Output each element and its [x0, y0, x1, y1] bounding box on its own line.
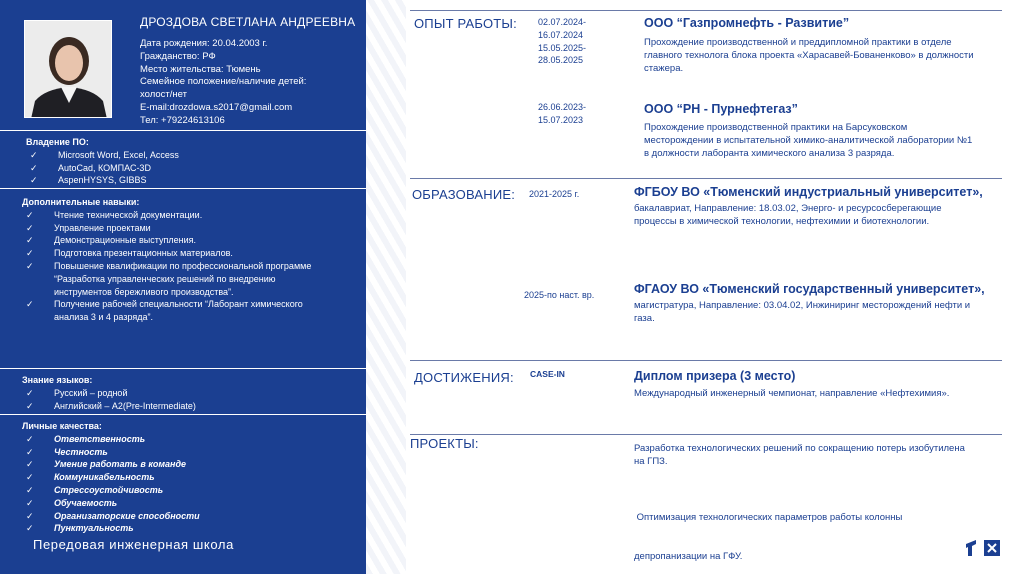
list-item-cont: “Разработка управленческих решений по внедрению — [54, 273, 276, 284]
residence: Место жительства: Тюмень — [140, 63, 261, 75]
achievements-label: ДОСТИЖЕНИЯ: — [414, 370, 514, 385]
check-icon: ✓ — [30, 162, 38, 173]
list-item: ✓ Честность — [26, 446, 108, 457]
qualities-section — [22, 420, 200, 535]
job-org: ООО “Газпромнефть - Развитие” — [644, 16, 850, 30]
person-name: ДРОЗДОВА СВЕТЛАНА АНДРЕЕВНА — [140, 15, 356, 29]
edu-dates: 2025-по наст. вр. — [524, 290, 595, 300]
check-icon: ✓ — [26, 459, 34, 470]
list-item: ✓ Стрессоустойчивость — [26, 484, 164, 495]
skills-title: Дополнительные навыки: — [22, 197, 140, 207]
check-icon: ✓ — [26, 484, 34, 495]
skills-section — [22, 196, 311, 324]
check-icon: ✓ — [26, 209, 34, 220]
achievement-title: Диплом призера (3 место) — [634, 369, 796, 383]
projects-label: ПРОЕКТЫ: — [410, 436, 479, 451]
check-icon: ✓ — [26, 510, 34, 521]
divider — [0, 368, 366, 369]
job-desc: Прохождение производственной и преддипломной практики в отделе главного технолога блока проекта «Харасавей-Бованенково» в должности стажера. — [644, 37, 974, 74]
list-item: ✓ Коммуникабельность — [26, 472, 155, 483]
list-item: ✓ Английский – A2(Pre-Intermediate) — [26, 400, 196, 411]
check-icon: ✓ — [26, 523, 34, 534]
check-icon: ✓ — [30, 175, 38, 186]
list-item: ✓ AutoCad, КОМПАС-3D — [30, 162, 151, 173]
birth-date: Дата рождения: 20.04.2003 г. — [140, 38, 268, 49]
education-label: ОБРАЗОВАНИЕ: — [412, 187, 516, 202]
profile-photo — [24, 20, 112, 118]
divider — [0, 414, 366, 415]
divider — [410, 10, 1002, 11]
list-item: ✓ Microsoft Word, Excel, Access — [30, 149, 179, 160]
list-item: ✓ Демонстрационные выступления. — [26, 235, 196, 246]
software-section — [26, 136, 179, 187]
check-icon: ✓ — [26, 433, 34, 444]
check-icon: ✓ — [26, 222, 34, 233]
qualities-title: Личные качества: — [22, 421, 102, 431]
citizenship: Гражданство: РФ — [140, 50, 216, 62]
list-item: ✓ Получение рабочей специальности “Лаборант химического — [26, 299, 303, 310]
left-panel — [0, 0, 366, 574]
check-icon: ✓ — [30, 149, 38, 160]
list-item: ✓ Обучаемость — [26, 497, 118, 508]
family-status: Семейное положение/наличие детей: — [140, 76, 307, 88]
achievement-desc: Международный инженерный чемпионат, направление «Нефтехимия». — [634, 388, 950, 399]
email: E-mail:drozdowa.s2017@gmail.com — [140, 101, 293, 113]
edu-desc: магистратура, Направление: 03.04.02, Инжиниринг месторождений нефти и газа. — [634, 300, 971, 324]
divider — [410, 178, 1002, 179]
check-icon: ✓ — [26, 472, 34, 483]
list-item: ✓ Умение работать в команде — [26, 459, 187, 470]
job-dates: 02.07.2024- 16.07.2024 15.05.2025- 28.05.2025 — [538, 17, 587, 66]
list-item: ✓ Пунктуальность — [26, 523, 134, 534]
list-item: ✓ Повышение квалификации по профессиональной программе — [26, 260, 312, 271]
list-item: ✓ Подготовка презентационных материалов. — [26, 248, 233, 259]
divider — [410, 360, 1002, 361]
list-item: ✓ Ответственность — [26, 433, 146, 444]
check-icon: ✓ — [26, 235, 34, 246]
achievement-tag: CASE-IN — [530, 369, 565, 379]
project-item: Оптимизация технологических параметров работы колонны депропанизации на ГФУ. — [634, 512, 903, 562]
job-desc: Прохождение производственной практики на Барсуковском месторождении в испытательной химико-аналитической лаборатории №1 в должности лаборанта химического анализа 3 разряда. — [644, 122, 973, 159]
divider — [0, 130, 366, 131]
experience-label: ОПЫТ РАБОТЫ: — [414, 16, 517, 31]
check-icon: ✓ — [26, 446, 34, 457]
edu-desc: бакалавриат, Направление: 18.03.02, Энерго- и ресурсосберегающие процессы в химической технологии, нефтехимии и биотехнологии. — [634, 203, 942, 227]
family-status-value: холост/нет — [140, 89, 187, 101]
list-item: ✓ Управление проектами — [26, 222, 151, 233]
languages-title: Знание языков: — [22, 375, 93, 385]
school-label: Передовая инженерная школа — [33, 537, 234, 552]
edu-org: ФГБОУ ВО «Тюменский индустриальный университет», — [634, 185, 983, 199]
job-org: ООО “РН - Пурнефтегаз” — [644, 102, 798, 116]
languages-section — [22, 374, 196, 412]
check-icon: ✓ — [26, 387, 34, 398]
edu-dates: 2021-2025 г. — [529, 189, 580, 199]
list-item-cont: инструментов бережливого производства”. — [54, 286, 234, 297]
list-item: ✓ Русский – родной — [26, 387, 128, 398]
job-dates: 26.06.2023- 15.07.2023 — [538, 102, 587, 125]
software-title: Владение ПО: — [26, 137, 89, 147]
check-icon: ✓ — [26, 260, 34, 271]
check-icon: ✓ — [26, 248, 34, 259]
phone: Тел: +79224613106 — [140, 114, 225, 126]
check-icon: ✓ — [26, 497, 34, 508]
check-icon: ✓ — [26, 299, 34, 310]
divider — [410, 434, 1002, 435]
edu-org: ФГАОУ ВО «Тюменский государственный университет», — [634, 282, 985, 296]
list-item: ✓ AspenHYSYS, GIBBS — [30, 175, 147, 186]
personal-info — [140, 38, 360, 128]
portrait-icon — [25, 21, 112, 118]
check-icon: ✓ — [26, 400, 34, 411]
list-item: ✓ Чтение технической документации. — [26, 209, 203, 220]
divider — [0, 188, 366, 189]
school-logo-icon — [962, 538, 1006, 558]
list-item: ✓ Организаторские способности — [26, 510, 200, 521]
decorative-stripes — [366, 0, 406, 574]
list-item-cont: анализа 3 и 4 разряда”. — [54, 312, 153, 323]
project-item: Разработка технологических решений по сокращению потерь изобутилена на ГПЗ. — [634, 443, 965, 467]
